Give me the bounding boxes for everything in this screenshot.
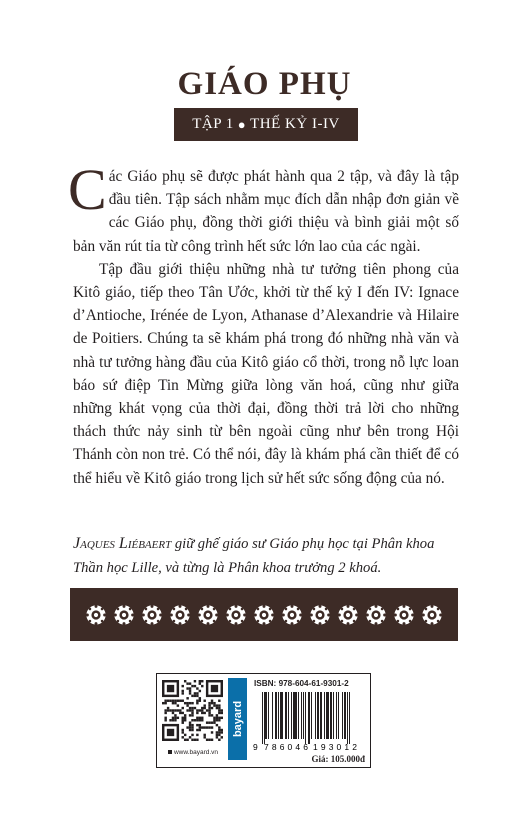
ornament-flower-icon bbox=[393, 604, 415, 626]
volume-banner bbox=[174, 108, 358, 141]
ornament-flower-icon bbox=[253, 604, 275, 626]
ornament-flower-icon bbox=[421, 604, 443, 626]
barcode-block bbox=[156, 673, 371, 768]
ornament-flower-icon bbox=[113, 604, 135, 626]
isbn-label: ISBN: 978-604-61-9301-2 bbox=[254, 679, 349, 688]
ornament-flower-icon bbox=[169, 604, 191, 626]
book-description bbox=[68, 157, 459, 490]
ornament-flower-icon bbox=[197, 604, 219, 626]
author-bio-text: giữ ghế giáo sư Giáo phụ học tại Phân khoa Thần học Lille, và từng là Phân khoa trưởng 2 khoá. bbox=[73, 536, 435, 576]
bullet-separator: ● bbox=[237, 116, 247, 132]
ornament-flower-icon bbox=[365, 604, 387, 626]
ornament-band bbox=[70, 588, 458, 641]
author-name: Jaques Liébaert bbox=[73, 535, 172, 552]
publisher-logo bbox=[228, 678, 247, 760]
qr-code-icon bbox=[162, 680, 223, 741]
paragraph-1-text: ác Giáo phụ sẽ được phát hành qua 2 tập, và đây là tập đầu tiên. Tập sách nhằm mục đích dẫn nhập đơn giản về các Giáo phụ, đồng thời giới thiệu và bình giải một số bản văn rút tỉa từ công trình hết sức lớn lao của các ngài. bbox=[73, 168, 459, 255]
ornament-flower-icon bbox=[309, 604, 331, 626]
qr-url: www.bayard.vn bbox=[162, 747, 224, 759]
price-label: Giá: 105.000đ bbox=[311, 754, 365, 764]
description-paragraph-2: Tập đầu giới thiệu những nhà tư tưởng tiên phong của Kitô giáo, tiếp theo Tân Ước, khởi từ thế kỷ I đến IV: Ignace d’Antioche, Irénée de Lyon, Athanase d’Alexandrie và Hilaire de Poitiers. Chúng ta sẽ khám phá trong đó những nhà văn và nhà tư tưởng hàng đầu của Kitô giáo cổ thời, trong nỗ lực loan báo sứ điệp Tin Mừng giữa lòng văn hoá, cũng như giữa những khát vọng của thời đại, đồng thời trả lời cho những thách thức nảy sinh từ bên ngoài cũng như bên trong Hội Thánh còn non trẻ. Có thể nói, đây là khám phá cần thiết để có thể hiểu về Kitô giáo trong lịch sử hết sức sống động của nó. bbox=[73, 260, 459, 487]
barcode-digit-first: 9 bbox=[253, 742, 258, 752]
drop-cap: C bbox=[68, 157, 107, 222]
publisher-name: bayard bbox=[231, 700, 244, 738]
ornament-flower-icon bbox=[337, 604, 359, 626]
volume-label: TẬP 1 bbox=[192, 116, 234, 132]
ornament-flower-icon bbox=[281, 604, 303, 626]
barcode-digits-right: 193012 bbox=[313, 742, 357, 752]
author-bio bbox=[73, 532, 463, 580]
book-title: GIÁO PHỤ bbox=[177, 66, 352, 102]
ornament-flower-icon bbox=[141, 604, 163, 626]
barcode-digits-left: 786046 bbox=[264, 742, 308, 752]
ean-barcode bbox=[252, 692, 367, 752]
ornament-flower-icon bbox=[225, 604, 247, 626]
centuries-label: THẾ KỶ I-IV bbox=[250, 116, 340, 132]
description-paragraph-1 bbox=[68, 157, 459, 258]
ornament-flower-icon bbox=[85, 604, 107, 626]
